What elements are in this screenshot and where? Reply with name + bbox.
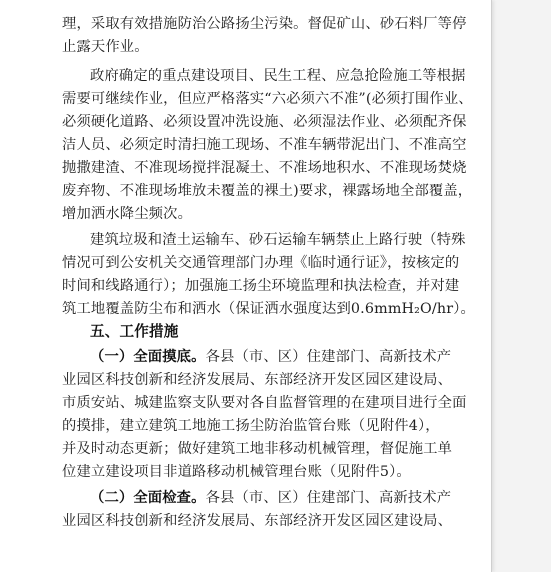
paragraph-line: 业园区科技创新和经济发展局、东部经济开发区园区建设局、 (62, 372, 453, 388)
paragraph-line: 必须硬化道路、必须设置冲洗设施、必须湿法作业、必须配齐保 (62, 114, 467, 130)
paragraph-line: 时间和线路通行）；加强施工扬尘环境监理和执法检查，并对建 (62, 278, 460, 294)
section-heading: 五、工作措施 (90, 323, 179, 340)
paragraph-line: 市质安站、城建监察支队要对各自监督管理的在建项目进行全面 (62, 395, 467, 411)
item-text: 各县（市、区）住建部门、高新技术产 (205, 490, 452, 506)
paragraph-line: 政府确定的重点建设项目、民生工程、应急抢险施工等根据 (90, 68, 466, 84)
item-line (90, 488, 451, 508)
paragraph-line: 止露天作业。 (62, 39, 149, 55)
paragraph-line: 的摸排，建立建筑工地施工扬尘防治监管台账（见附件4）， (62, 418, 440, 434)
item-text: 各县（市、区）住建部门、高新技术产 (205, 349, 452, 365)
paragraph-line: 并及时动态更新；做好建筑工地非移动机械管理，督促施工单 (62, 441, 453, 457)
paragraph-line: 理，采取有效措施防治公路扬尘污染。督促矿山、砂石料厂等停 (62, 16, 467, 32)
paragraph-line: 废弃物、不准现场堆放未覆盖的裸土)要求，裸露场地全部覆盖， (62, 183, 473, 199)
paragraph-line: 业园区科技创新和经济发展局、东部经济开发区园区建设局、 (62, 513, 453, 529)
paragraph-line: 建筑垃圾和渣土运输车、砂石运输车辆禁止上路行驶（特殊 (90, 232, 466, 248)
item-title: （二）全面检查。 (90, 490, 206, 506)
paragraph-line: 洁人员、必须定时清扫施工现场、不准车辆带泥出门、不准高空 (62, 137, 467, 153)
item-line (90, 347, 451, 367)
paragraph-line: 增加洒水降尘频次。 (62, 206, 193, 222)
paragraph-line: 需要可继续作业，但应严格落实“六必须六不准”(必须打围作业、 (62, 91, 473, 107)
paragraph-line: 抛撒建渣、不准现场搅拌混凝土、不准场地积水、不准现场焚烧 (62, 160, 467, 176)
paragraph-line: 筑工地覆盖防尘布和洒水（保证洒水强度达到0.6mmH₂O/hr）。 (62, 301, 475, 317)
paragraph-line: 情况可到公安机关交通管理部门办理《临时通行证》，按核定的 (62, 255, 460, 271)
paragraph-line: 位建立建设项目非道路移动机械管理台账（见附件5）。 (62, 464, 411, 480)
scrollbar[interactable] (497, 0, 507, 572)
item-title: （一）全面摸底。 (90, 349, 206, 365)
